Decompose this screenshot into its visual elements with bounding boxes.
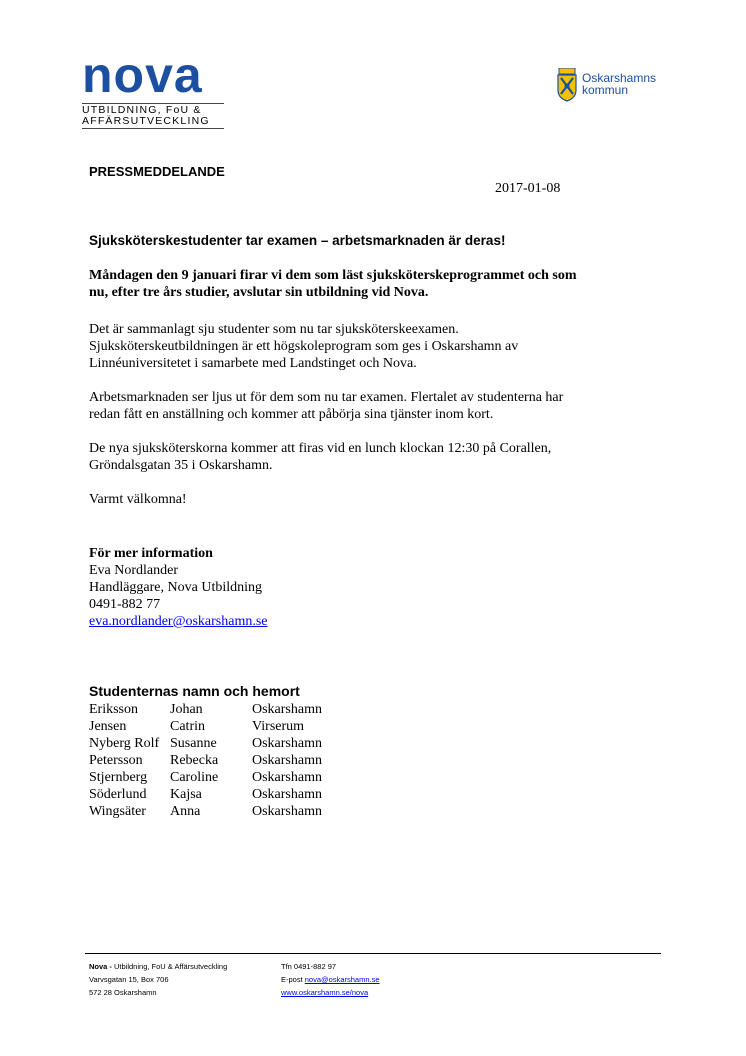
kommun-logo (556, 68, 676, 104)
footer-org-desc: Utbildning, FoU & Affärsutveckling (111, 962, 228, 971)
contact-block (89, 545, 268, 630)
student-firstname: Catrin (170, 719, 205, 734)
contact-phone: 0491-882 77 (89, 597, 161, 612)
student-firstname: Caroline (170, 770, 219, 785)
student-hometown: Oskarshamn (252, 770, 322, 785)
footer-contact (281, 960, 380, 999)
student-hometown: Oskarshamn (252, 804, 322, 819)
student-surname: Nyberg Rolf (89, 736, 160, 751)
student-firstname: Susanne (170, 736, 217, 751)
paragraph-line: Linnéuniversitetet i samarbete med Landstinget och Nova. (89, 356, 417, 371)
footer-org (89, 960, 227, 973)
student-surname: Eriksson (89, 702, 138, 717)
student-firstname: Anna (170, 804, 201, 819)
student-firstname: Johan (170, 702, 203, 717)
coat-of-arms-icon (556, 68, 578, 102)
student-firstname: Rebecka (170, 753, 219, 768)
paragraph-line: Arbetsmarknaden ser ljus ut för dem som nu tar examen. Flertalet av studenterna har (89, 390, 564, 405)
student-surname: Jensen (89, 719, 127, 734)
student-surname: Söderlund (89, 787, 147, 802)
student-hometown: Oskarshamn (252, 787, 322, 802)
footer-org-name: Nova - (89, 962, 112, 971)
student-surname: Stjernberg (89, 770, 148, 785)
contact-heading: För mer information (89, 546, 213, 561)
closing-text: Varmt välkomna! (89, 492, 187, 507)
contact-email-link[interactable]: eva.nordlander@oskarshamn.se (89, 614, 268, 629)
closing-line (89, 491, 629, 508)
kommun-line2: kommun (582, 83, 629, 97)
student-surname: Petersson (89, 753, 143, 768)
nova-subtitle (82, 103, 224, 129)
footer-address-line1: Varvsgatan 15, Box 706 (89, 975, 169, 984)
nova-subtitle-line1: UTBILDNING, FoU & (82, 104, 202, 116)
paragraph-line: Sjuksköterskeutbildningen är ett högskoleprogram som ges i Oskarshamn av (89, 339, 519, 354)
kommun-line1: Oskarshamns (582, 71, 657, 85)
press-release-label: PRESSMEDDELANDE (89, 164, 225, 179)
footer-email-prefix: E-post (281, 975, 305, 984)
paragraph-2 (89, 389, 629, 423)
lead-paragraph (89, 267, 629, 301)
student-surname: Wingsäter (89, 804, 146, 819)
footer-email-line (281, 973, 380, 986)
paragraph-3 (89, 440, 629, 474)
student-hometown: Oskarshamn (252, 736, 322, 751)
nova-subtitle-line2: AFFÄRSUTVECKLING (82, 115, 210, 127)
nova-wordmark: nova (82, 47, 203, 103)
paragraph-line: De nya sjuksköterskorna kommer att firas vid en lunch klockan 12:30 på Corallen, (89, 441, 552, 456)
student-hometown: Virserum (252, 719, 305, 734)
lead-line: Måndagen den 9 januari firar vi dem som läst sjuksköterskeprogrammet och som (89, 268, 577, 283)
footer-email-link[interactable]: nova@oskarshamn.se (304, 975, 380, 984)
student-hometown: Oskarshamn (252, 753, 322, 768)
paragraph-line: redan fått en anställning och kommer att påbörja sina tjänster inom kort. (89, 407, 494, 422)
paragraph-line: Det är sammanlagt sju studenter som nu tar sjuksköterskeexamen. (89, 322, 459, 337)
student-hometown: Oskarshamn (252, 702, 322, 717)
nova-logo (82, 47, 232, 129)
contact-role: Handläggare, Nova Utbildning (89, 580, 263, 595)
press-release-date: 2017-01-08 (495, 181, 561, 196)
students-heading: Studenternas namn och hemort (89, 683, 300, 699)
footer-address-line2: 572 28 Oskarshamn (89, 988, 157, 997)
student-firstname: Kajsa (170, 787, 202, 802)
footer-web-link[interactable]: www.oskarshamn.se/nova (281, 988, 369, 997)
kommun-name (582, 72, 656, 96)
lead-line: nu, efter tre års studier, avslutar sin utbildning vid Nova. (89, 285, 429, 300)
contact-name: Eva Nordlander (89, 563, 179, 578)
footer-divider (85, 953, 661, 954)
paragraph-line: Gröndalsgatan 35 i Oskarshamn. (89, 458, 273, 473)
headline: Sjuksköterskestudenter tar examen – arbetsmarknaden är deras! (89, 233, 506, 248)
paragraph-1 (89, 321, 629, 372)
footer-address (89, 960, 227, 999)
footer-phone: Tfn 0491-882 97 (281, 962, 337, 971)
